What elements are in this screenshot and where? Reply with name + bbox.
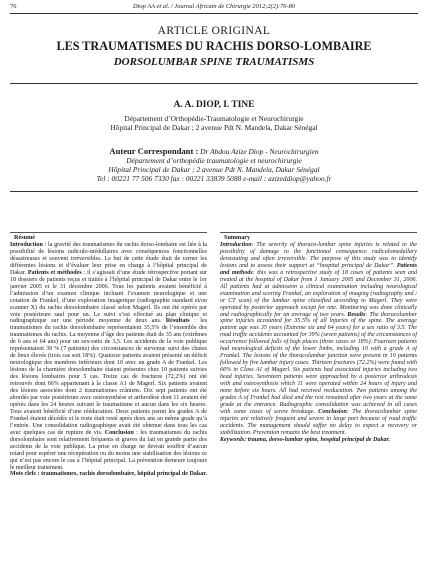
summary-keywords-label: Keywords — [220, 436, 245, 443]
resume-methods-label: Patients et méthodes — [27, 269, 82, 276]
resume-results-label: Résultats — [165, 318, 190, 325]
corresponding-author — [10, 147, 418, 156]
resume-results: : les traumatismes du rachis dorsolombaire représentaient 35,5% de l’ensemble des traumatismes du rachis. La moyenne d’âge des patients était de 35 ans (extrêmes de 6 ans et 64 ans) pour un sex-ratio de 3,5. Les accidents de la voie publique représentaient 39 % (7 patients) des circonstances de survenue suivi des chutes de lieux élevés (trois cas soit 18%). Quatorze patients avaient présenté un déficit neurologique des membres inférieurs dont 10 avec un grade A de Frankel. Les lésions de la charnière dorsolombaire étaient présentes chez 10 patients suivies des lésions lombaires pour 5 cas. Treize cas de fractures (72,2%) ont été retrouvés dont 66% appartenant à la classe A1 de Magerl. Six patients avaient des lésions associées dont 2 traumatismes crâniens. Dix sept patients ont été abordés par voie postérieure avec ostéosynthèse et arthrodèse dont 11 avaient été opérés dans les 24 heures suivant le traumatisme et aucun dans les six heures. Tous avaient bénéficié d’une rééducation. Deux patients parmi les grades A de Frankel étaient décédés et le reste était resté après deux ans au même grade qu’à l’entrée. Une consolidation radiographique avait été obtenue dans tous les cas avec quelques cas de rupture de vis. — [10, 318, 207, 436]
resume-methods: : il s’agissait d’une étude rétrospective portant sur 18 dossiers de patients reçus et traités à l’hôpital principal de Dakar entre le 1er janvier 2005 et le 31 décembre 2006. Tous les patients avaient bénéficié à l’admission d’un examen clinique incluant l’examen neurologique et une cotation de Frankel, d’une exploration imagerique (radiographie standard et/ou scanner X) du rachis dorsolombaire classé selon Magerl. Ils ont été opérés par voie postérieure sauf pour un. Le suivi s’est effectué au plan clinique et radiographique sur une période moyenne de deux ans. — [10, 269, 207, 325]
affiliation-department: Département d’Orthopédie-Traumatologie et Neurochirurgie — [124, 114, 304, 123]
journal-citation: Diop AA et al. / Journal Africain de Chirurgie 2012;2(2):76-80 — [133, 3, 295, 10]
resume-heading: Résumé — [14, 234, 35, 241]
corresponding-department: Département d’orthopédie traumatologie et neurochirurgie — [126, 156, 302, 165]
resume-column — [10, 234, 207, 586]
summary-text — [220, 242, 417, 444]
summary-conclusion: : The thoracolumbar spine injuries are relatively frequent and severe in large part because of road traffic accidents. The management should suffer no delay to expect a recovery or stabilization. Prevention remains the best treatment. — [220, 408, 417, 436]
authors: A. A. DIOP, I. TINE — [173, 100, 255, 110]
resume-conclusion: : les traumatismes du rachis dorsolombaire sont relativement fréquents et graves du fait en grande partie des accidents de la voie publique. La prise en charge ne devrait souffrir d’aucun retard pour espérer une récupération ou du moins une stabilisation des lésions ce qui n’est pas encore le cas à l’hôpital principal. La prévention demeure toujours le meilleur traitement. — [10, 429, 207, 471]
summary-methods-label: Patients and methods — [220, 262, 417, 276]
summary-results: : The thoracolumbar spine injuries accounted for 35.5% of all injuries of the spine. The average patient age was 35 years (Extreme six and 64 years) for a sex ratio of 3.5. The road traffic accidents accounted for 39% (seven patients) of the circumstances of occurrence followed falls of high places (three cases or 18%). Fourteen patients had neurological deficits of the lower limbs, including 10 with a grade A of Frankel. The lesions of the thoracolumbar junction were present in 10 patients followed by five lumbar injury cases. Thirteen fractures (72.2%) were found with 66% in Class A1 of Magerl. Six patients had associated injuries including two head injuries. Seventeen patients were approached by a posterior arthrodesis with and osteosynthesis which 11 were operated within 24 hours of injury and none before six hours. All had received reeducation. Two patients among the grades A of Frankel had died and the rest remained after two years at the same grade at the entrance. Radiographic consolidation was achieved in all cases with some cases of screw breakage. — [220, 311, 417, 415]
corresponding-address: Hôpital Principal de Dakar ; 2 avenue Pdt N. Mandela, Dakar Sénégal — [108, 165, 320, 174]
summary-heading: Summary — [224, 234, 251, 241]
summary-conclusion-label: Conclusion — [318, 408, 347, 415]
title-english: DORSOLUMBAR SPINE TRAUMATISMS — [113, 56, 315, 68]
page-number: 76 — [10, 3, 17, 10]
summary-intro-label: Introduction — [220, 242, 252, 248]
contact-rule — [10, 191, 418, 192]
summary-column — [220, 234, 417, 586]
title-french: LES TRAUMATISMES DU RACHIS DORSO-LOMBAIRE — [56, 39, 372, 53]
summary-keywords: : trauma, dorso-lumbar spine, hospital principal de Dakar. — [244, 436, 391, 443]
resume-text — [10, 242, 207, 478]
resume-keywords-label: Mots clefs — [10, 471, 37, 478]
resume-intro: : la gravité des traumatismes du rachis dorso-lombaire est liée à la possibilité de lésions radiculo-médullaires avec conséquences fonctionnelles désastreuses et souvent irréversibles. Le but de cette étude était de cerner les différentes lésions et d’évaluer leur prise en charge à l’hôpital principal de Dakar. — [10, 242, 207, 276]
corresponding-contact: Tel : 00221 77 506 7330 fax : 00221 33839 5088 e-mail : azizeddiop@yahoo.fr — [96, 174, 332, 183]
running-header — [10, 3, 418, 12]
resume-conclusion-label: Conclusion — [104, 429, 134, 436]
summary-results-label: Results — [347, 311, 366, 318]
summary-intro: : The severity of thoraco-lumbar spine injuries is related to the possibility of damage to the functional consequence radiculomedullary devastating and often irreversible. The purpose of this study was to identify lesions and to assess their support at “hospital principal de Dakar”. — [220, 242, 417, 269]
summary-rule — [220, 232, 417, 233]
article-type: ARTICLE ORIGINAL — [157, 25, 271, 37]
corresponding-name: Dr Abdou Azize Diop - Neurochirurgien — [198, 147, 319, 156]
resume-intro-label: Introduction — [10, 242, 43, 248]
corresponding-label: Auteur Correspondant : — [109, 146, 199, 156]
resume-keywords: : traumatismes, rachis dorsolombaire, hôpital principal de Dakar. — [36, 471, 207, 478]
affiliation-address: Hôpital Principal de Dakar ; 2 avenue Pdt N. Mandela, Dakar Sénégal — [110, 123, 318, 132]
header-rule — [10, 13, 418, 14]
summary-methods: : this was a retrospective study of 18 cases of patients seen and treated at the hospital of Dakar from 1 January 2005 and December 31, 2006. All patients had at admission a clinical examination including neurological examination and scoring Frankel, an exploration of imaging (radiography and / or CT scan) of the lumbar spine classified according to Magerl. They were operated by posterior approach except for one. Monitoring was done clinically and radiographically for an average of two years. — [220, 269, 417, 318]
title-rule — [10, 83, 418, 84]
resume-rule — [10, 232, 207, 233]
